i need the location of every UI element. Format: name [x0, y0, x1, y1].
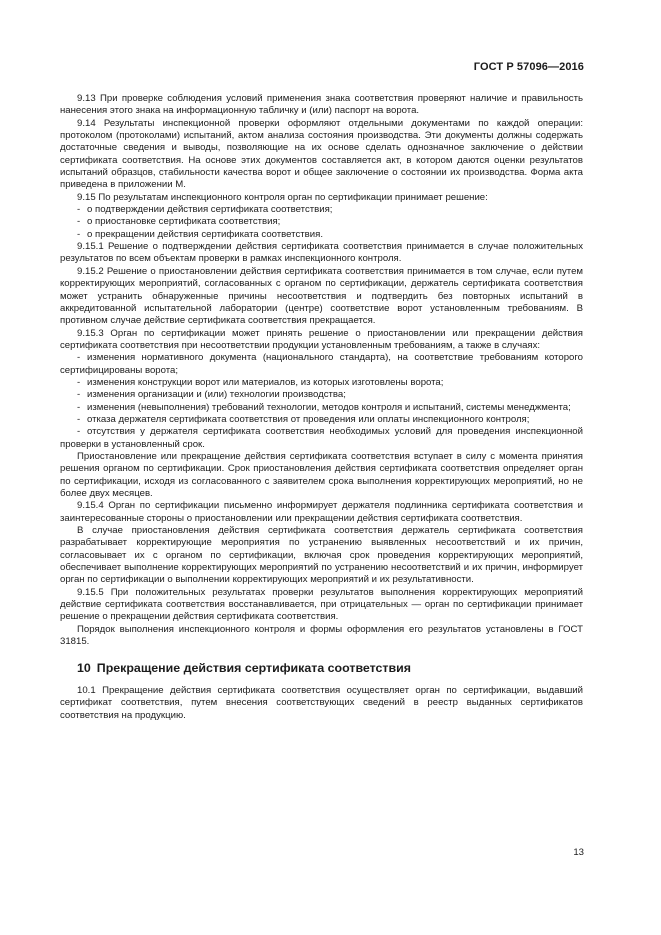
- document-body: [60, 93, 583, 722]
- section-heading: [60, 662, 583, 674]
- paragraph-suspension: Приостановление или прекращение действия сертификата соответствия вступает в силу с момента принятия решения органом по сертификации. Срок приостановления действия сертификата соответствия определяет орган по сертификации, исходя из согласованного с заявителем срока выполнения корректирующих мероприятий, но не более двух месяцев.: [60, 450, 583, 499]
- list-item: - изменения (невыполнения) требований технологии, методов контроля и испытаний, системы менеджмента;: [77, 401, 571, 413]
- paragraph-9-15-4: 9.15.4 Орган по сертификации письменно информирует держателя подлинника сертификата соответствия и заинтересованные стороны о приостановлении или прекращении действия сертификата соответствия.: [60, 500, 583, 524]
- list-item-text: изменения конструкции ворот или материалов, из которых изготовлены ворота;: [87, 376, 444, 388]
- list-item: - отказа держателя сертификата соответствия от проведения или оплаты инспекционного контроля;: [77, 413, 530, 425]
- paragraph-corrective-measures: В случае приостановления действия сертификата соответствия держатель сертификата соответствия разрабатывает корректирующие мероприятия по устранению выявленных несоответствий и их причин, согласовывает их с органом по сертификации, включая срок проведения корректирующих мероприятий, обеспечивает выполнение корректирующих мероприятий по устранению несоответствий и их причин, информирует орган по сертификации о выполнении корректирующих мероприятий и их результативности.: [60, 525, 583, 586]
- list-item-text: о прекращении действия сертификата соответствия.: [87, 228, 323, 240]
- paragraph-procedure: Порядок выполнения инспекционного контроля и формы оформления его результатов установлены в ГОСТ 31815.: [60, 623, 583, 648]
- list-item: - о подтверждении действия сертификата соответствия;: [77, 204, 333, 216]
- list-item-text: изменения (невыполнения) требований технологии, методов контроля и испытаний, системы менеджмента;: [87, 401, 571, 413]
- list-item: - изменения организации и (или) технологии производства;: [77, 389, 346, 401]
- list-item-text: о подтверждении действия сертификата соответствия;: [87, 204, 333, 216]
- list-item: - отсутствия у держателя сертификата соответствия необходимых условий для проведения инспекционной проверки в установленный срок.: [60, 426, 583, 450]
- list-item: - о прекращении действия сертификата соответствия.: [77, 228, 323, 240]
- paragraph-9-15-1: 9.15.1 Решение о подтверждении действия сертификата соответствия принимается в случае положительных результатов по всем объектам проверки в рамках инспекционного контроля.: [60, 241, 583, 265]
- standard-designation: ГОСТ Р 57096—2016: [473, 61, 584, 73]
- section-title: Прекращение действия сертификата соответствия: [96, 661, 411, 676]
- list-item: - о приостановке сертификата соответствия;: [77, 216, 281, 228]
- paragraph-9-15-3: 9.15.3 Орган по сертификации может принять решение о приостановлении или прекращении действия сертификата соответствия при несоответствии продукции установленным требованиям, а также в случаях:: [60, 327, 583, 351]
- list-item-text: отсутствия у держателя сертификата соответствия необходимых условий для проведения инспекционной проверки в установленный срок.: [60, 426, 583, 450]
- paragraph-9-14: 9.14 Результаты инспекционной проверки оформляют отдельными документами по каждой операции: протоколом (протоколами) испытаний, актом анализа состояния производства. Эти документы должны содержать достаточные сведения и выводы, позволяющие на их основе сделать однозначное заключение о действии сертификата соответствия. На основе этих документов составляется акт, в котором даются оценки результатов испытаний образцов, стабильности качества ворот и общее заключение о состоянии их производства. Форма акта приведена в приложении М.: [60, 117, 583, 191]
- paragraph-9-15-2: 9.15.2 Решение о приостановлении действия сертификата соответствия принимается в том случае, если путем корректирующих мероприятий, согласованных с органом по сертификации, держатель сертификата соответствия может устранить обнаруженные причины несоответствия и подтвердить без повторных испытаний в аккредитованной испытательной лаборатории (центре) соответствие ворот установленным требованиям. В противном случае действие сертификата соответствия прекращается.: [60, 265, 583, 327]
- section-number: 10: [77, 661, 91, 676]
- list-item: - изменения конструкции ворот или материалов, из которых изготовлены ворота;: [77, 376, 444, 388]
- list-item-text: изменения нормативного документа (национального стандарта), на соответствие требованиям которого сертифицированы ворота;: [60, 352, 583, 376]
- list-item-text: отказа держателя сертификата соответствия от проведения или оплаты инспекционного контроля;: [87, 413, 530, 425]
- paragraph-10-1: 10.1 Прекращение действия сертификата соответствия осуществляет орган по сертификации, выдавший сертификат соответствия, путем внесения соответствующих сведений в реестр выданных сертификатов соответствия на продукцию.: [60, 684, 583, 721]
- list-item: - изменения нормативного документа (национального стандарта), на соответствие требованиям которого сертифицированы ворота;: [60, 352, 583, 376]
- list-item-text: о приостановке сертификата соответствия;: [87, 216, 281, 228]
- paragraph-9-15: 9.15 По результатам инспекционного контроля орган по сертификации принимает решение:: [77, 191, 488, 203]
- page-number: 13: [573, 847, 584, 858]
- paragraph-9-13: 9.13 При проверке соблюдения условий применения знака соответствия проверяют наличие и правильность нанесения этого знака на информационную табличку и (или) паспорт на ворота.: [60, 93, 583, 117]
- paragraph-9-15-5: 9.15.5 При положительных результатах проверки результатов выполнения корректирующих мероприятий действие сертификата соответствия восстанавливается, при отрицательных — орган по сертификации принимает решение о прекращении действия сертификата соответствия.: [60, 586, 583, 623]
- list-item-text: изменения организации и (или) технологии производства;: [87, 389, 346, 401]
